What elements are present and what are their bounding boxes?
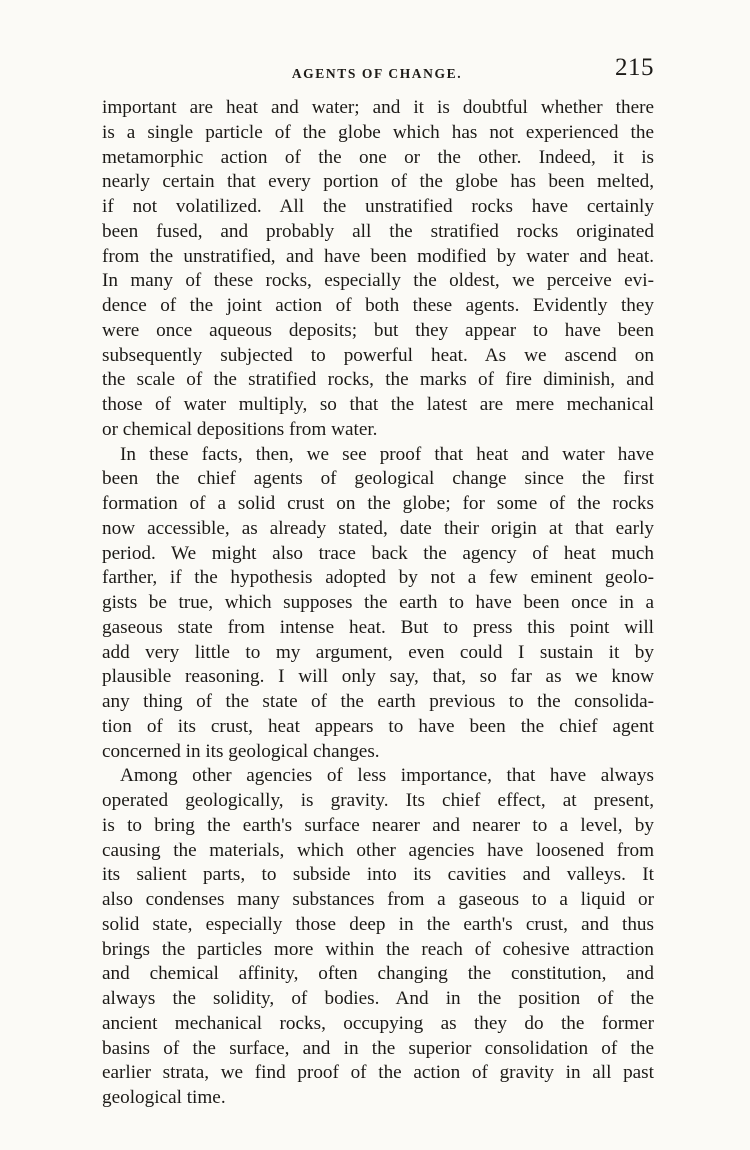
text-line: were once aqueous deposits; but they appear to have been <box>102 319 654 341</box>
text-line: basins of the surface, and in the superior consolidation of the <box>102 1037 654 1059</box>
text-line: always the solidity, of bodies. And in the position of the <box>102 988 654 1009</box>
text-line: brings the particles more within the reach of cohesive attraction <box>102 938 654 960</box>
body-text <box>102 96 654 1111</box>
text-line: the scale of the stratified rocks, the marks of fire diminish, and <box>102 369 654 391</box>
text-line: In many of these rocks, especially the oldest, we perceive evi- <box>102 270 654 292</box>
page-number: 215 <box>615 54 654 81</box>
text-line: farther, if the hypothesis adopted by not a few eminent geolo- <box>102 567 654 589</box>
text-line: metamorphic action of the one or the other. Indeed, it is <box>102 146 654 168</box>
text-line: nearly certain that every portion of the globe has been melted, <box>102 171 654 193</box>
text-line: now accessible, as already stated, date their origin at that early <box>102 517 654 539</box>
running-head <box>100 52 654 92</box>
text-line: gaseous state from intense heat. But to press this point will <box>102 616 654 638</box>
text-line: dence of the joint action of both these agents. Evidently they <box>102 295 654 316</box>
text-line: any thing of the state of the earth previous to the consolida- <box>102 691 654 712</box>
text-line: tion of its crust, heat appears to have been the chief agent <box>102 715 654 737</box>
text-line: formation of a solid crust on the globe; for some of the rocks <box>102 493 654 514</box>
text-line: if not volatilized. All the unstratified rocks have certainly <box>102 196 654 217</box>
text-line: and chemical affinity, often changing the constitution, and <box>102 963 654 985</box>
text-line: Among other agencies of less importance, that have always <box>120 765 654 787</box>
text-line: add very little to my argument, even could I sustain it by <box>102 641 654 663</box>
text-line: gists be true, which supposes the earth to have been once in a <box>102 592 654 613</box>
text-line: is a single particle of the globe which has not experienced the <box>102 121 654 143</box>
text-line: earlier strata, we find proof of the action of gravity in all past <box>102 1062 654 1084</box>
text-line: or chemical depositions from water. <box>102 418 378 440</box>
text-line: been fused, and probably all the stratified rocks originated <box>102 220 654 242</box>
text-line: causing the materials, which other agencies have loosened from <box>102 839 654 861</box>
text-line: is to bring the earth's surface nearer and nearer to a level, by <box>102 814 654 836</box>
text-line: its salient parts, to subside into its cavities and valleys. It <box>102 864 654 886</box>
text-line: operated geologically, is gravity. Its chief effect, at present, <box>102 790 654 811</box>
text-line: period. We might also trace back the agency of heat much <box>102 542 654 564</box>
text-line: subsequently subjected to powerful heat. As we ascend on <box>102 344 654 366</box>
text-line: those of water multiply, so that the latest are mere mechanical <box>102 394 654 415</box>
text-line: In these facts, then, we see proof that heat and water have <box>120 443 654 465</box>
text-line: plausible reasoning. I will only say, that, so far as we know <box>102 666 654 688</box>
text-line: solid state, especially those deep in the earth's crust, and thus <box>102 913 654 935</box>
text-line: important are heat and water; and it is doubtful whether there <box>102 97 654 118</box>
text-line: been the chief agents of geological change since the first <box>102 468 654 490</box>
running-title: AGENTS OF CHANGE. <box>291 66 463 81</box>
text-line: from the unstratified, and have been modified by water and heat. <box>102 245 654 267</box>
text-line: also condenses many substances from a gaseous to a liquid or <box>102 889 654 910</box>
text-line: concerned in its geological changes. <box>102 740 380 762</box>
text-line: ancient mechanical rocks, occupying as they do the former <box>102 1012 654 1034</box>
text-line: geological time. <box>102 1087 226 1108</box>
